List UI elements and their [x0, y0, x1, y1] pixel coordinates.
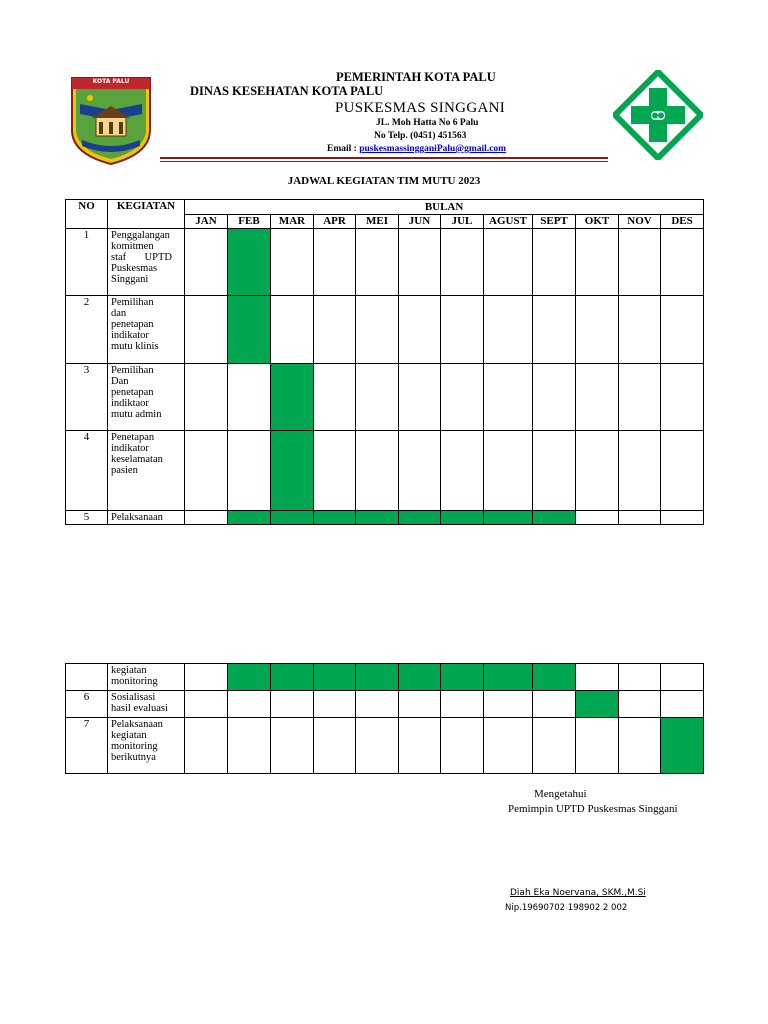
- col-no-header: NO: [66, 200, 108, 229]
- schedule-cell-active: [399, 664, 441, 691]
- schedule-cell-active: [271, 664, 314, 691]
- kegiatan-line: Penetapan: [111, 432, 155, 443]
- table-row: [66, 664, 704, 691]
- kegiatan-line: monitoring: [111, 676, 158, 687]
- schedule-cell-active: [399, 511, 441, 525]
- schedule-cell: [661, 364, 704, 431]
- header-line-puskesmas: PUSKESMAS SINGGANI: [335, 100, 506, 116]
- schedule-cell: [356, 296, 399, 364]
- kegiatan-line: mutu klinis: [111, 341, 159, 352]
- schedule-cell-active: [484, 511, 533, 525]
- row-number: 1: [66, 229, 108, 296]
- schedule-cell: [533, 296, 576, 364]
- kegiatan-cell: [108, 718, 185, 774]
- schedule-cell: [314, 364, 356, 431]
- schedule-cell-active: [228, 229, 271, 296]
- schedule-cell-active: [228, 664, 271, 691]
- kegiatan-line: Pemilihan: [111, 365, 154, 376]
- schedule-cell: [619, 691, 661, 718]
- schedule-cell: [576, 511, 619, 525]
- kegiatan-line: Dan: [111, 376, 129, 387]
- schedule-cell-active: [271, 511, 314, 525]
- schedule-cell-active: [441, 664, 484, 691]
- kegiatan-line: dan: [111, 308, 127, 319]
- signature-label-pemimpin: Pemimpin UPTD Puskesmas Singgani: [508, 803, 678, 815]
- schedule-cell: [356, 431, 399, 511]
- schedule-cell: [399, 691, 441, 718]
- month-header: JUL: [441, 215, 484, 229]
- schedule-cell: [576, 664, 619, 691]
- schedule-cell: [619, 364, 661, 431]
- schedule-cell: [619, 296, 661, 364]
- schedule-cell: [619, 431, 661, 511]
- table-row: [66, 364, 704, 431]
- row-number: 2: [66, 296, 108, 364]
- schedule-cell: [185, 296, 228, 364]
- kegiatan-line: Singgani: [111, 274, 149, 285]
- kegiatan-line: Pemilihan: [111, 297, 154, 308]
- schedule-cell: [619, 664, 661, 691]
- schedule-cell: [484, 718, 533, 774]
- header-email-line: [327, 145, 506, 155]
- schedule-cell: [619, 718, 661, 774]
- kegiatan-line: monitoring: [111, 741, 158, 752]
- kegiatan-line: indikator: [111, 330, 149, 341]
- schedule-cell: [533, 691, 576, 718]
- logo-left-text: KOTA PALU: [92, 78, 130, 85]
- schedule-cell: [271, 229, 314, 296]
- schedule-cell: [399, 718, 441, 774]
- schedule-cell-active: [661, 718, 704, 774]
- schedule-cell-active: [533, 664, 576, 691]
- month-header: JAN: [185, 215, 228, 229]
- table-row: [66, 229, 704, 296]
- schedule-cell: [271, 718, 314, 774]
- schedule-cell: [441, 691, 484, 718]
- month-header: DES: [661, 215, 704, 229]
- schedule-cell: [661, 431, 704, 511]
- month-header: MEI: [356, 215, 399, 229]
- schedule-cell-active: [228, 511, 271, 525]
- document-title: JADWAL KEGIATAN TIM MUTU 2023: [287, 175, 481, 187]
- row-number: 4: [66, 431, 108, 511]
- kegiatan-cell: [108, 511, 185, 525]
- table-row: [66, 691, 704, 718]
- table-row: [66, 431, 704, 511]
- schedule-cell: [185, 691, 228, 718]
- kegiatan-cell: [108, 691, 185, 718]
- schedule-cell: [399, 229, 441, 296]
- kegiatan-cell: [108, 431, 185, 511]
- email-label: Email :: [327, 144, 360, 154]
- kegiatan-line: Sosialisasi: [111, 692, 156, 703]
- schedule-cell: [185, 511, 228, 525]
- row-number: 3: [66, 364, 108, 431]
- schedule-cell-active: [314, 511, 356, 525]
- kegiatan-cell: [108, 364, 185, 431]
- schedule-cell: [533, 718, 576, 774]
- schedule-cell: [661, 691, 704, 718]
- month-header: NOV: [619, 215, 661, 229]
- kegiatan-cell: [108, 229, 185, 296]
- schedule-cell: [356, 718, 399, 774]
- schedule-cell: [228, 364, 271, 431]
- kegiatan-line: komitmen: [111, 241, 154, 252]
- header-line-dinas: DINAS KESEHATAN KOTA PALU: [190, 84, 384, 98]
- schedule-cell: [228, 691, 271, 718]
- schedule-cell: [576, 364, 619, 431]
- table-row: [66, 718, 704, 774]
- schedule-cell: [441, 718, 484, 774]
- schedule-cell-active: [271, 431, 314, 511]
- row-number: [66, 664, 108, 691]
- schedule-cell: [484, 691, 533, 718]
- schedule-cell: [576, 718, 619, 774]
- schedule-cell: [228, 431, 271, 511]
- schedule-table-continued: [65, 663, 704, 774]
- kegiatan-line: penetapan: [111, 319, 154, 330]
- schedule-cell: [356, 229, 399, 296]
- table-row: [66, 511, 704, 525]
- schedule-cell-active: [441, 511, 484, 525]
- schedule-cell-active: [228, 296, 271, 364]
- kegiatan-line: penetapan: [111, 387, 154, 398]
- kegiatan-line: berikutnya: [111, 752, 156, 763]
- schedule-cell: [484, 364, 533, 431]
- schedule-cell: [314, 229, 356, 296]
- schedule-cell: [484, 431, 533, 511]
- col-bulan-header: BULAN: [185, 200, 704, 215]
- schedule-cell-active: [356, 511, 399, 525]
- kota-palu-logo: [68, 74, 154, 166]
- schedule-cell: [271, 296, 314, 364]
- schedule-cell: [619, 511, 661, 525]
- table-header-row: [66, 200, 704, 215]
- header-address: JL. Moh Hatta No 6 Palu: [376, 118, 479, 128]
- schedule-cell: [185, 718, 228, 774]
- schedule-cell: [185, 364, 228, 431]
- schedule-cell: [533, 431, 576, 511]
- col-kegiatan-header: KEGIATAN: [108, 200, 185, 229]
- email-link[interactable]: puskesmassingganiPalu@gmail.com: [359, 144, 507, 154]
- schedule-cell: [484, 229, 533, 296]
- schedule-cell: [185, 431, 228, 511]
- schedule-table: [65, 199, 704, 525]
- schedule-cell: [399, 431, 441, 511]
- kegiatan-line: Pelaksanaan: [111, 512, 163, 523]
- row-number: 7: [66, 718, 108, 774]
- schedule-cell: [441, 364, 484, 431]
- kegiatan-line: mutu admin: [111, 409, 162, 420]
- schedule-cell-active: [533, 511, 576, 525]
- schedule-cell: [271, 691, 314, 718]
- month-header: SEPT: [533, 215, 576, 229]
- kegiatan-line: indiktaor: [111, 398, 149, 409]
- schedule-cell: [228, 718, 271, 774]
- row-number: 5: [66, 511, 108, 525]
- schedule-cell: [314, 691, 356, 718]
- month-header: AGUST: [484, 215, 533, 229]
- row-number: 6: [66, 691, 108, 718]
- schedule-cell: [185, 229, 228, 296]
- month-header: JUN: [399, 215, 441, 229]
- kegiatan-line: kegiatan: [111, 730, 147, 741]
- schedule-cell-active: [576, 691, 619, 718]
- kegiatan-line: pasien: [111, 465, 138, 476]
- kegiatan-line: Pelaksanaan: [111, 719, 163, 730]
- month-header: MAR: [271, 215, 314, 229]
- schedule-cell-active: [314, 664, 356, 691]
- schedule-cell: [314, 296, 356, 364]
- kegiatan-line: kegiatan: [111, 665, 147, 676]
- schedule-cell: [619, 229, 661, 296]
- header-rule: [160, 157, 608, 159]
- month-header: OKT: [576, 215, 619, 229]
- kegiatan-cell: [108, 296, 185, 364]
- schedule-cell: [441, 431, 484, 511]
- kegiatan-line: Penggalangan: [111, 230, 170, 241]
- month-header: APR: [314, 215, 356, 229]
- schedule-cell: [576, 431, 619, 511]
- header-line-pemerintah: PEMERINTAH KOTA PALU: [336, 70, 496, 84]
- schedule-cell-active: [271, 364, 314, 431]
- schedule-cell: [441, 229, 484, 296]
- schedule-cell: [533, 364, 576, 431]
- schedule-cell: [314, 431, 356, 511]
- schedule-cell: [399, 364, 441, 431]
- schedule-cell: [441, 296, 484, 364]
- header-phone: No Telp. (0451) 451563: [374, 131, 467, 141]
- schedule-cell: [185, 664, 228, 691]
- kegiatan-line: staf UPTD: [111, 252, 172, 263]
- month-header: FEB: [228, 215, 271, 229]
- schedule-cell: [356, 691, 399, 718]
- schedule-cell: [661, 296, 704, 364]
- kegiatan-cell: [108, 664, 185, 691]
- schedule-cell: [314, 718, 356, 774]
- schedule-cell: [661, 229, 704, 296]
- schedule-cell-active: [356, 664, 399, 691]
- schedule-cell: [576, 296, 619, 364]
- kegiatan-line: indikator: [111, 443, 149, 454]
- schedule-cell: [356, 364, 399, 431]
- signature-label-mengetahui: Mengetahui: [534, 788, 587, 800]
- kegiatan-line: Puskesmas: [111, 263, 158, 274]
- puskesmas-logo: [613, 70, 703, 160]
- schedule-cell: [661, 511, 704, 525]
- signature-nip: Nip.19690702 198902 2 002: [505, 903, 628, 913]
- schedule-cell: [484, 296, 533, 364]
- table-row: [66, 296, 704, 364]
- kegiatan-line: hasil evaluasi: [111, 703, 168, 714]
- signature-name: Diah Eka Noervana, SKM.,M.Si: [510, 888, 646, 898]
- schedule-cell: [661, 664, 704, 691]
- schedule-cell: [533, 229, 576, 296]
- schedule-cell: [399, 296, 441, 364]
- header-rule-thin: [160, 161, 608, 162]
- kegiatan-line: keselamatan: [111, 454, 163, 465]
- schedule-cell: [576, 229, 619, 296]
- schedule-cell-active: [484, 664, 533, 691]
